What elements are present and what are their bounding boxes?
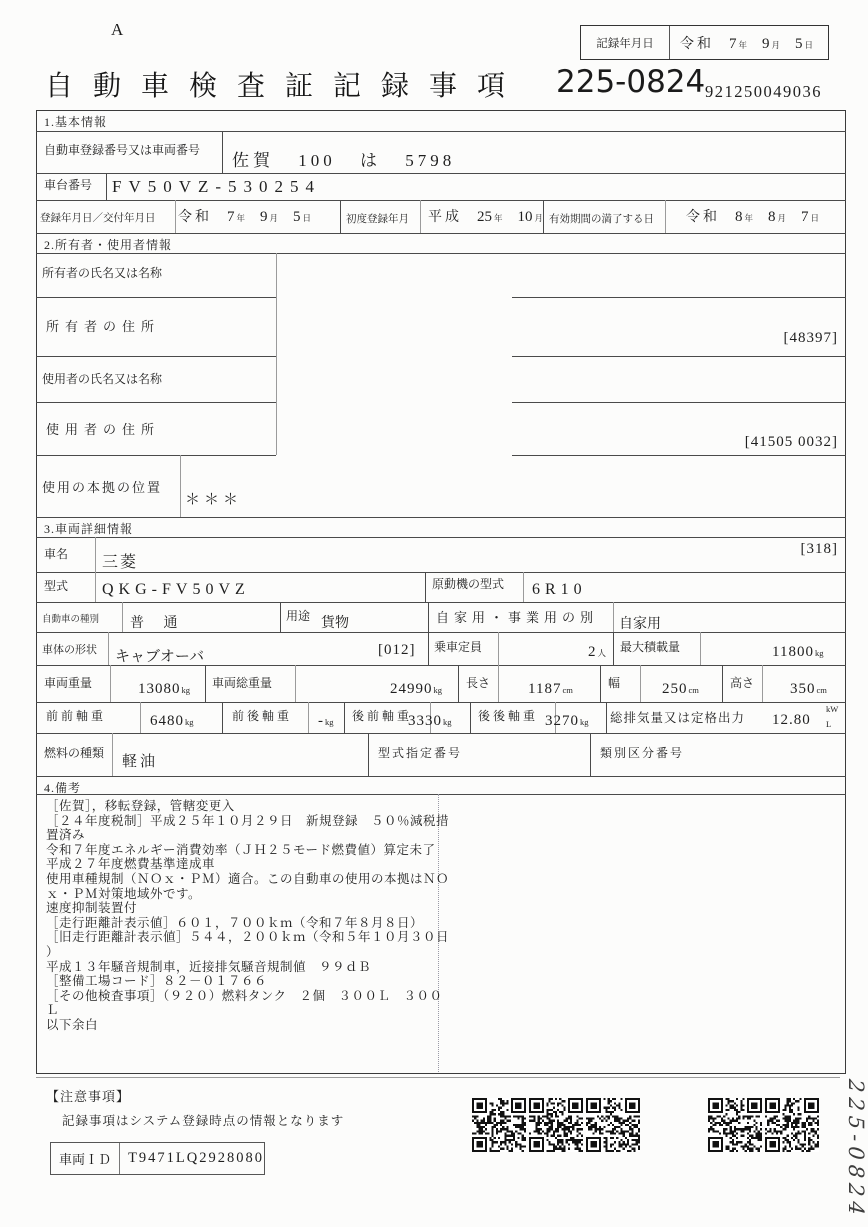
divider [512,455,846,456]
year-number: 25 [477,209,492,225]
divider [222,131,223,173]
era-label: 平成 [428,210,462,225]
divider [175,200,176,233]
owner-address-code: [48397] [783,330,838,346]
base-location-label: 使用の本拠の位置 [42,480,163,495]
value-number: - [318,713,324,729]
gross-weight-value [390,681,442,698]
max-load-value [772,644,823,661]
kg-unit: kg [580,717,589,727]
divider [36,632,846,633]
year-unit: 年 [744,213,754,223]
kg-unit: kg [814,648,824,658]
remarks-line: ［旧走行距離計表示値］５４４，２００ｋｍ（令和５年１０月３０日 [46,930,450,945]
divider [36,131,846,132]
value-number: 1187 [528,681,562,697]
qr-code-icon [529,1098,583,1152]
corner-mark: A [111,20,124,39]
divider [762,665,763,702]
vehicle-id-box [50,1142,265,1175]
car-name-code: [318] [800,541,838,557]
divider [112,733,113,776]
divider [700,632,701,665]
private-business-value: 自家用 [619,617,661,632]
divider [590,733,591,776]
day-unit: 日 [302,213,312,223]
height-value [790,681,827,698]
day-number: 5 [293,209,301,225]
month-number: 9 [260,209,268,225]
year-unit: 年 [494,213,503,223]
engine-model-label: 原動機の型式 [432,577,505,591]
divider [36,602,846,603]
year-unit: 年 [236,213,246,223]
section2-heading: 2.所有者・使用者情報 [44,238,173,252]
divider [222,702,223,733]
divider [498,665,499,702]
vehicle-kind-value: 普 通 [130,616,186,631]
rear-front-axle-value [408,713,452,730]
max-load-label: 最大積載量 [620,640,681,654]
qr-code-icon [586,1098,640,1152]
page-title: 自動車検査証記録事項 [45,71,526,102]
registration-number-value: 佐賀 100 は 5798 [232,151,456,170]
value-number: 350 [790,681,816,697]
width-value [662,681,699,698]
record-date-value [670,26,828,59]
remarks-line: ［その他検査事項］（９２０）燃料タンク ２個 ３００Ｌ ３００ [46,988,443,1003]
car-name-label: 車名 [44,547,69,561]
use-value: 貨物 [321,616,349,631]
cm-unit: cm [688,685,699,695]
day-number: 7 [801,209,809,225]
divider [36,200,846,201]
kg-unit: kg [325,717,334,727]
divider [425,572,426,602]
length-value [528,681,573,698]
divider [512,297,846,298]
divider [36,356,276,357]
front-front-axle-value [150,713,194,730]
divider [722,665,723,702]
divider [106,173,107,200]
user-address-code: [41505 0032] [744,434,838,450]
divider [523,572,524,602]
first-registration-label: 初度登録年月 [346,214,409,225]
divider [36,733,846,734]
remarks-line: ［２４年度税制］平成２５年１０月２９日 新規登録 ５０％減税措 [46,813,450,828]
value-number: 24990 [390,681,433,697]
month-unit: 月 [269,213,279,223]
registration-number-label: 自動車登録番号又は車両番号 [44,143,201,157]
height-label: 高さ [730,676,755,690]
body-shape-label: 車体の形状 [42,644,97,656]
kg-unit: kg [181,685,190,695]
divider [108,632,109,665]
remarks-text-block [46,799,450,1033]
front-front-axle-label: 前前軸重 [46,709,107,723]
cm-unit: cm [562,685,573,695]
remarks-line: Ｌ [46,1003,60,1018]
remarks-line: ［佐賀］，移転登録，管轄変更入 [46,799,235,813]
divider [420,200,421,233]
remarks-line: ［走行距離計表示値］６０１，７００ｋｍ（令和７年８月８日） [46,915,424,930]
cm-unit: cm [816,685,827,695]
user-name-label: 使用者の氏名又は名称 [42,372,163,386]
remarks-line: ［整備工場コード］８２－０１７６６ [46,974,268,989]
user-address-label: 使用者の住所 [46,422,161,437]
year-number: 7 [227,209,235,225]
section1-heading: 1.基本情報 [44,115,108,129]
value-number: 6480 [150,713,184,729]
divider [368,733,369,776]
divider [36,455,276,456]
divider [640,665,641,702]
remarks-line: 平成２７年度燃費基準達成車 [46,857,216,872]
expiry-date-label: 有効期間の満了する日 [549,214,654,225]
divider [458,665,459,702]
divider [122,602,123,632]
divider [36,233,846,234]
rear-front-axle-label: 後前軸重 [352,709,413,723]
class-number-label: 類別区分番号 [600,746,685,760]
divider [95,537,96,572]
divider [95,572,96,602]
divider [36,297,276,298]
year-unit: 年 [738,40,748,50]
remarks-line: ｘ・ＰＭ対策地域外です。 [46,886,202,901]
divider [308,702,309,733]
qr-code-group-left [472,1098,640,1152]
divider [36,776,846,777]
month-unit: 月 [777,213,787,223]
rear-rear-axle-label: 後後軸重 [478,709,539,723]
remarks-line: 置済み [46,828,86,843]
year-number: 7 [729,36,737,52]
day-number: 5 [795,36,803,52]
year-number: 8 [735,209,743,225]
value-number: 250 [662,681,688,697]
divider [665,200,666,233]
day-unit: 日 [810,213,820,223]
vehicle-id-value: T9471LQ2928080 [128,1150,264,1166]
remarks-line: 速度抑制装置付 [46,901,138,916]
divider [36,402,276,403]
section4-heading: 4.備考 [44,781,82,795]
month-number: 9 [762,36,770,52]
divider [280,602,281,632]
divider [36,517,846,518]
car-name-value: 三菱 [102,554,139,571]
front-rear-axle-label: 前後軸重 [232,709,293,723]
divider [512,402,846,403]
front-rear-axle-value [318,713,334,730]
private-business-label: 自家用・事業用の別 [436,610,599,625]
divider [110,665,111,702]
divider [340,200,341,233]
serial-number: 921250049036 [705,82,822,101]
vehicle-weight-value [138,681,190,698]
divider [276,297,277,356]
month-unit: 月 [771,40,781,50]
registration-date-label: 登録年月日／交付年月日 [40,213,156,224]
remarks-line: 使用車種規制（ＮＯｘ・ＰＭ）適合。この自動車の使用の本拠はＮＯ [46,871,450,886]
vehicle-kind-label: 自動車の種別 [42,615,100,625]
base-location-value: ＊＊＊ [185,492,243,508]
person-unit: 人 [597,648,607,658]
notice-body: 記録事項はシステム登録時点の情報となります [62,1114,345,1128]
registration-date-value [178,206,311,226]
remarks-line: ） [46,944,60,959]
record-date-label: 記録年月日 [581,26,670,59]
divider [276,253,277,297]
expiry-date-value [686,206,819,226]
era-label: 令和 [178,210,212,225]
capacity-label: 乗車定員 [434,640,483,654]
model-label: 型式 [44,579,69,593]
kg-unit: kg [443,717,452,727]
liter-unit: L [826,719,832,729]
displacement-value: 12.80 [772,712,811,728]
width-label: 幅 [608,676,621,690]
remarks-line: 以下余白 [46,1017,99,1032]
kg-unit: kg [433,685,442,695]
divider [613,602,614,632]
era-label: 令和 [686,210,720,225]
displacement-label: 総排気量又は定格出力 [610,711,746,725]
divider [428,632,429,665]
fuel-type-value: 軽油 [122,754,159,770]
divider [276,402,277,455]
engine-model-value: 6R10 [532,581,587,598]
divider [344,702,345,733]
divider [498,632,499,665]
divider [600,665,601,702]
rear-rear-axle-value [545,713,589,730]
notice-heading: 【注意事項】 [46,1089,131,1104]
qr-code-group-right [708,1098,819,1152]
gross-weight-label: 車両総重量 [212,676,273,690]
day-unit: 日 [804,40,814,50]
divider [36,537,846,538]
qr-code-icon [765,1098,819,1152]
section3-heading: 3.車両詳細情報 [44,522,134,536]
fuel-type-label: 燃料の種類 [44,746,105,760]
capacity-value [588,644,606,661]
divider [36,173,846,174]
qr-code-icon [472,1098,526,1152]
divider [543,200,544,233]
record-date-box [580,25,829,60]
length-label: 長さ [466,676,491,690]
owner-address-label: 所有者の住所 [46,319,161,334]
divider [36,253,846,254]
divider [36,794,846,795]
value-number: 2 [588,644,597,660]
divider [140,702,141,733]
body-shape-value: キャブオーバ [115,649,205,665]
divider [613,632,614,665]
divider [295,665,296,702]
divider [180,455,181,517]
divider [470,702,471,733]
value-number: 13080 [138,681,181,697]
divider [36,572,846,573]
kg-unit: kg [185,717,194,727]
divider [36,702,846,703]
model-value: QKG-FV50VZ [102,581,250,598]
remarks-line: 平成１３年騒音規制車，近接排気騒音規制値 ９９ｄＢ [46,959,372,974]
document-number: 225-0824 [556,64,706,100]
chassis-number-value: FV50VZ-530254 [112,177,322,196]
divider [512,356,846,357]
divider [428,602,429,632]
kw-unit: kW [826,704,839,714]
type-certification-label: 型式指定番号 [378,746,463,760]
month-number: 10 [517,209,533,225]
qr-code-icon [708,1098,762,1152]
divider [205,665,206,702]
chassis-number-label: 車台番号 [44,178,93,192]
use-label: 用途 [286,609,311,623]
remarks-line: 令和７年度エネルギー消費効率（ＪＨ２５モード燃費値）算定未了 [46,842,436,857]
divider [606,702,607,733]
divider [276,356,277,402]
handwritten-number: 225-0824 [844,1078,868,1221]
vehicle-id-label: 車両ＩＤ [51,1143,120,1174]
displacement-units [826,705,838,728]
value-number: 11800 [772,644,814,660]
first-registration-value [428,206,543,226]
body-shape-code: [012] [378,642,416,658]
value-number: 3270 [545,713,579,729]
owner-name-label: 所有者の氏名又は名称 [42,266,163,280]
era-label: 令和 [680,37,714,52]
month-number: 8 [768,209,776,225]
value-number: 3330 [408,713,442,729]
vehicle-weight-label: 車両重量 [44,676,93,690]
month-unit: 月 [534,213,544,223]
divider [36,1077,840,1078]
